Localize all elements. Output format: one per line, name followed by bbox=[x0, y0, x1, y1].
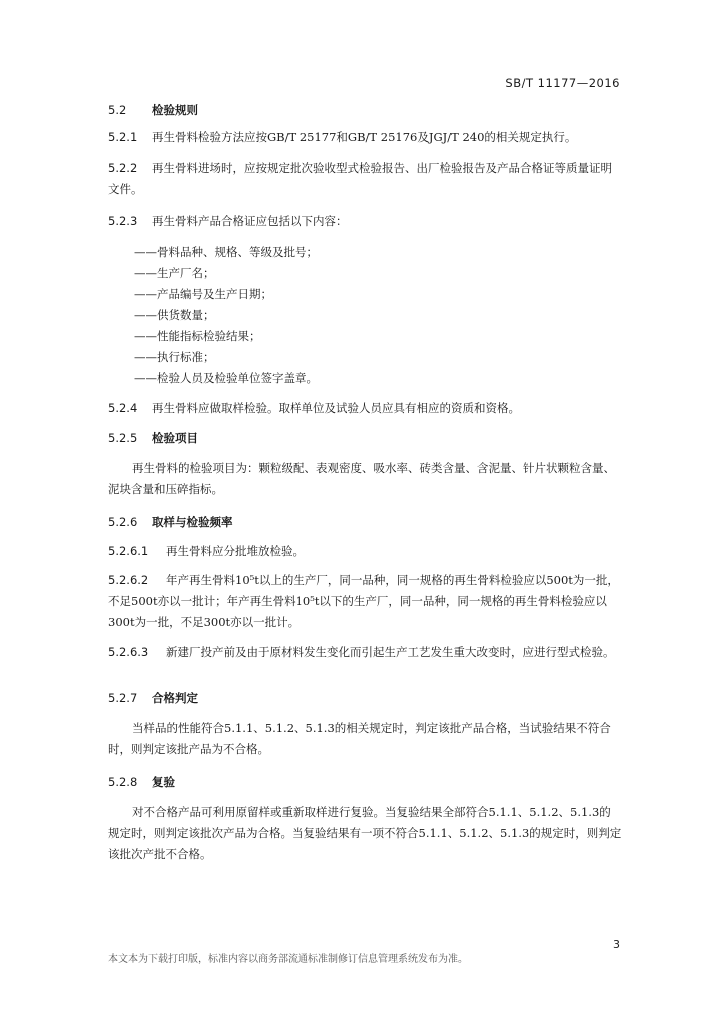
section-title: 合格判定 bbox=[152, 691, 198, 705]
clause-number: 5.2.1 bbox=[108, 130, 138, 144]
section-5-2-5-body: 再生骨料的检验项目为：颗粒级配、表观密度、吸水率、砖类含量、含泥量、针片状颗粒含量、泥块含量和压碎指标。 bbox=[108, 461, 615, 496]
section-5-2-5-heading bbox=[108, 428, 622, 449]
clause-number: 5.2.6.3 bbox=[108, 645, 149, 659]
clause-5-2-4 bbox=[108, 398, 622, 419]
standard-code: SB/T 11177—2016 bbox=[505, 76, 620, 90]
list-item: ——供货数量； bbox=[134, 308, 215, 322]
list-item: ——性能指标检验结果； bbox=[134, 329, 261, 343]
clause-number: 5.2.3 bbox=[108, 214, 138, 228]
clause-text: 再生骨料检验方法应按GB/T 25177和GB/T 25176及JGJ/T 240的相关规定执行。 bbox=[152, 130, 577, 144]
section-number: 5.2.8 bbox=[108, 775, 138, 789]
certificate-contents-list bbox=[134, 242, 318, 389]
clause-number: 5.2.4 bbox=[108, 401, 138, 415]
clause-number: 5.2.6.1 bbox=[108, 544, 149, 558]
clause-text: 再生骨料应分批堆放检验。 bbox=[166, 544, 304, 558]
clause-number: 5.2.6.2 bbox=[108, 573, 149, 587]
clause-5-2-6-3 bbox=[108, 642, 622, 663]
clause-text: 年产再生骨料10⁵t以上的生产厂，同一品种，同一规格的再生骨料检验应以500t为一批，不足500t亦以一批计；年产再生骨料10⁵t以下的生产厂，同一品种，同一规格的再生骨料检验应以300t为一批，不足300t亦以一批计。 bbox=[108, 573, 619, 629]
list-item: ——执行标准； bbox=[134, 350, 215, 364]
list-item: ——骨料品种、规格、等级及批号； bbox=[134, 245, 318, 259]
clause-text: 再生骨料产品合格证应包括以下内容： bbox=[152, 214, 348, 228]
list-item: ——生产厂名； bbox=[134, 266, 215, 280]
clause-5-2-1 bbox=[108, 127, 622, 148]
section-number: 5.2 bbox=[108, 103, 127, 117]
page-number: 3 bbox=[613, 938, 620, 951]
section-5-2-7-body: 当样品的性能符合5.1.1、5.1.2、5.1.3的相关规定时，判定该批产品合格，当试验结果不符合时，则判定该批产品为不合格。 bbox=[108, 721, 611, 756]
section-title: 取样与检验频率 bbox=[152, 515, 233, 529]
section-number: 5.2.6 bbox=[108, 515, 138, 529]
section-title: 检验项目 bbox=[152, 431, 198, 445]
list-item: ——检验人员及检验单位签字盖章。 bbox=[134, 371, 318, 385]
section-5-2-7-heading bbox=[108, 688, 622, 709]
footer-note: 本文本为下载打印版，标准内容以商务部流通标准制修订信息管理系统发布为准。 bbox=[108, 954, 468, 965]
clause-5-2-6-1 bbox=[108, 541, 622, 562]
clause-5-2-2 bbox=[108, 158, 622, 200]
section-number: 5.2.7 bbox=[108, 691, 138, 705]
clause-5-2-3 bbox=[108, 211, 622, 232]
clause-5-2-6-2 bbox=[108, 570, 622, 633]
section-5-2-8-body: 对不合格产品可利用原留样或重新取样进行复验。当复验结果全部符合5.1.1、5.1.2、5.1.3的规定时，则判定该批次产品为合格。当复验结果有一项不符合5.1.1、5.1.2、5.1.3的规定时，则判定该批次产批不合格。 bbox=[108, 805, 622, 861]
section-title: 复验 bbox=[152, 775, 175, 789]
section-5-2-heading bbox=[108, 100, 622, 121]
list-item: ——产品编号及生产日期； bbox=[134, 287, 272, 301]
section-5-2-8-heading bbox=[108, 772, 622, 793]
section-title: 检验规则 bbox=[152, 103, 198, 117]
section-number: 5.2.5 bbox=[108, 431, 138, 445]
section-5-2-6-heading bbox=[108, 512, 622, 533]
clause-text: 再生骨料进场时，应按规定批次验收型式检验报告、出厂检验报告及产品合格证等质量证明文件。 bbox=[108, 161, 612, 196]
clause-number: 5.2.2 bbox=[108, 161, 138, 175]
clause-text: 新建厂投产前及由于原材料发生变化而引起生产工艺发生重大改变时，应进行型式检验。 bbox=[166, 645, 615, 659]
clause-text: 再生骨料应做取样检验。取样单位及试验人员应具有相应的资质和资格。 bbox=[152, 401, 520, 415]
